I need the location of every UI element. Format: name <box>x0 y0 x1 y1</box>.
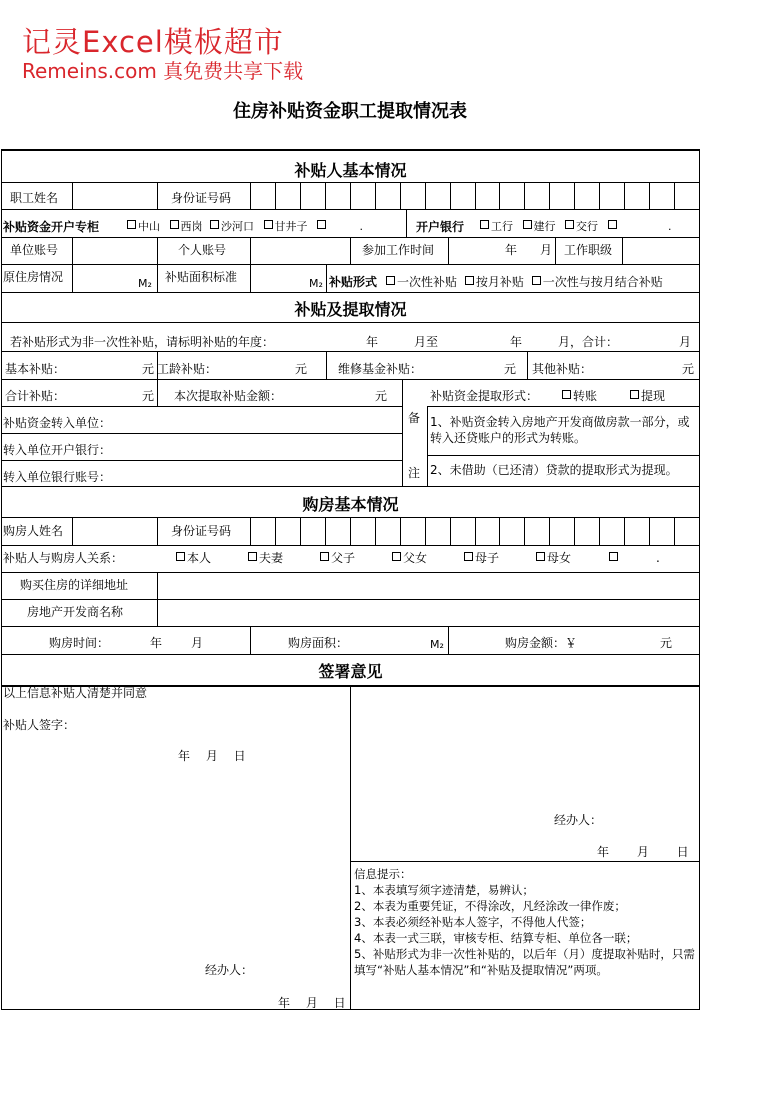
relation-other[interactable] <box>609 551 620 565</box>
watermark-subtitle: Remeins.com 真免费共享下载 <box>22 59 304 83</box>
seniority-subsidy-label: 工龄补贴： <box>157 362 218 376</box>
row-line <box>2 545 699 546</box>
total-subsidy-unit: 元 <box>142 389 155 403</box>
id-cell-divider <box>524 183 525 209</box>
row-line <box>2 406 402 407</box>
area-standard-label: 补贴面积标准 <box>165 270 238 284</box>
handler-label-right[interactable]: 经办人： <box>554 813 603 827</box>
id-cell-divider <box>300 518 301 545</box>
col-line <box>72 183 73 209</box>
id-cell-divider <box>300 183 301 209</box>
unit-account-label: 单位账号 <box>10 243 59 257</box>
tips-title: 信息提示： <box>354 867 412 881</box>
transfer-unit-label: 补贴资金转入单位： <box>3 416 112 430</box>
relation-spouse[interactable]: 夫妻 <box>248 551 283 565</box>
counter-options[interactable] <box>127 220 363 234</box>
row-line <box>2 292 699 293</box>
counter-shahekou[interactable]: 沙河口 <box>210 220 254 233</box>
row-line <box>2 433 402 434</box>
col-line <box>448 627 449 654</box>
id-cell-divider <box>350 183 351 209</box>
id-cell-divider <box>674 183 675 209</box>
purchase-amount-unit: 元 <box>660 636 673 650</box>
col-line <box>72 518 73 545</box>
col-line <box>326 352 327 379</box>
purchase-area-label: 购房面积： <box>288 636 349 650</box>
col-line <box>157 238 158 264</box>
col-line <box>555 238 556 264</box>
col-line <box>250 265 251 292</box>
subsidy-form-options[interactable] <box>386 275 663 289</box>
other-subsidy-label: 其他补贴： <box>532 362 593 376</box>
id-cell-divider <box>275 183 276 209</box>
id-cell-divider <box>375 183 376 209</box>
col-line <box>448 238 449 264</box>
form-combined[interactable]: 一次性与按月结合补贴 <box>532 275 663 289</box>
current-amount-unit: 元 <box>375 389 388 403</box>
bank-bocom[interactable]: 交行 <box>565 220 598 233</box>
id-cell-divider <box>350 518 351 545</box>
account-counter-label: 补贴资金开户专柜 <box>3 220 100 234</box>
page-title: 住房补贴资金职工提取情况表 <box>233 101 467 122</box>
id-cell-divider <box>275 518 276 545</box>
counter-zhongshan[interactable]: 中山 <box>127 220 160 233</box>
relation-label: 补贴人与购房人关系： <box>3 551 124 565</box>
id-cell-divider <box>524 518 525 545</box>
id-cell-divider <box>674 518 675 545</box>
id-cell-divider <box>425 183 426 209</box>
id-cell-divider <box>649 183 650 209</box>
id-cell-divider <box>475 518 476 545</box>
relation-self[interactable]: 本人 <box>176 551 211 565</box>
section-purchase-header: 购房基本情况 <box>302 495 399 514</box>
work-month: 月 <box>540 243 553 257</box>
col-line <box>622 238 623 264</box>
bank-ccb[interactable]: 建行 <box>523 220 556 233</box>
row-line <box>2 351 699 352</box>
id-cell-divider <box>425 518 426 545</box>
purchase-time-label: 购房时间： <box>49 636 110 650</box>
col-line <box>326 265 327 292</box>
relation-father-daughter[interactable]: 父女 <box>392 551 427 565</box>
period-month-to: 月至 <box>414 335 439 349</box>
col-line <box>250 518 251 545</box>
withdraw-method-label: 补贴资金提取形式： <box>430 389 539 403</box>
transfer-account-label: 转入单位银行账号： <box>3 470 112 484</box>
relation-mother-daughter[interactable]: 母女 <box>536 551 571 565</box>
form-monthly[interactable]: 按月补贴 <box>465 275 524 289</box>
buyer-id-label: 身份证号码 <box>171 524 232 538</box>
method-cash[interactable]: 提现 <box>630 389 665 403</box>
personal-account-label: 个人账号 <box>178 243 227 257</box>
id-cell-divider <box>599 183 600 209</box>
position-label: 工作职级 <box>564 243 613 257</box>
col-line <box>250 627 251 654</box>
row-line <box>2 379 699 380</box>
base-subsidy-label: 基本补贴： <box>5 362 66 376</box>
row-line <box>2 572 699 573</box>
bank-options[interactable] <box>480 220 672 234</box>
developer-label: 房地产开发商名称 <box>27 605 124 619</box>
row-line <box>350 861 699 862</box>
col-line <box>72 265 73 292</box>
id-cell-divider <box>400 518 401 545</box>
transfer-bank-label: 转入单位开户银行： <box>3 443 112 457</box>
id-cell-divider <box>375 518 376 545</box>
counter-other[interactable] <box>317 220 328 233</box>
relation-mother-son[interactable]: 母子 <box>464 551 499 565</box>
row-line <box>2 460 402 461</box>
row-line <box>2 264 699 265</box>
id-cell-divider <box>624 183 625 209</box>
row-line <box>427 406 699 407</box>
row-line <box>2 654 699 655</box>
id-cell-divider <box>549 518 550 545</box>
consent-text: 以上信息补贴人清楚并同意 <box>3 686 148 700</box>
col-line <box>157 265 158 292</box>
id-cell-divider <box>549 183 550 209</box>
row-line <box>2 599 699 600</box>
col-line <box>406 210 407 237</box>
base-subsidy-unit: 元 <box>142 362 155 376</box>
counter-xigang[interactable]: 西岗 <box>170 220 203 233</box>
bank-other[interactable] <box>608 220 619 233</box>
handler-date-right: 年 月 日 <box>597 845 689 859</box>
period-month-total: 月，合计： <box>558 335 619 349</box>
col-line <box>427 407 428 486</box>
purchase-month: 月 <box>191 636 204 650</box>
col-line <box>157 518 158 545</box>
id-cell-divider <box>649 518 650 545</box>
method-transfer[interactable]: 转账 <box>562 389 597 403</box>
col-line <box>350 238 351 264</box>
relation-dot: . <box>656 551 660 565</box>
tip-1: 1、本表填写须字迹清楚，易辨认； <box>354 883 534 897</box>
purchase-area-unit: M₂ <box>430 638 444 651</box>
id-cell-divider <box>325 183 326 209</box>
bank-icbc[interactable]: 工行 <box>480 220 513 233</box>
purchase-amount-label: 购房金额：￥ <box>505 636 578 650</box>
repair-fund-unit: 元 <box>504 362 517 376</box>
col-line <box>250 238 251 264</box>
row-line <box>427 455 699 456</box>
id-cell-divider <box>599 518 600 545</box>
col-line <box>250 183 251 209</box>
buyer-name-label: 购房人姓名 <box>3 524 64 538</box>
id-cell-divider <box>624 518 625 545</box>
row-line <box>2 322 699 323</box>
period-year-1: 年 <box>366 335 379 349</box>
row-line <box>2 486 699 487</box>
remark-note-1: 1、补贴资金转入房地产开发商做房款一部分，或转入还贷账户的形式为转账。 <box>430 415 690 445</box>
other-subsidy-unit: 元 <box>682 362 695 376</box>
bank-dot: . <box>668 220 672 233</box>
col-line <box>157 183 158 209</box>
tip-5: 5、补贴形式为非一次性补贴的，以后年（月）度提取补贴时，只需填写“补贴人基本情况”和“补贴及提取情况”两项。 <box>354 947 695 977</box>
info-tips <box>354 866 698 978</box>
col-line <box>350 686 351 1010</box>
col-line <box>402 380 403 486</box>
col-line <box>527 352 528 379</box>
period-month: 月 <box>679 335 692 349</box>
row-line <box>2 209 699 210</box>
id-cell-divider <box>574 183 575 209</box>
tip-4: 4、本表一式三联，审核专柜、结算专柜、单位各一联； <box>354 931 638 945</box>
section-withdraw-header: 补贴及提取情况 <box>294 300 407 319</box>
counter-ganjingzi[interactable]: 甘井子 <box>264 220 308 233</box>
watermark-title: 记灵Excel模板超市 <box>22 25 284 59</box>
original-housing-label: 原住房情况 <box>3 270 64 284</box>
row-line <box>2 626 699 627</box>
counter-dot: . <box>359 220 363 233</box>
id-label: 身份证号码 <box>171 191 232 205</box>
area-standard-unit: M₂ <box>309 277 323 290</box>
id-cell-divider <box>574 518 575 545</box>
work-time-label: 参加工作时间 <box>362 243 435 257</box>
address-label: 购买住房的详细地址 <box>20 578 129 592</box>
handler-label-left[interactable]: 经办人： <box>205 963 254 977</box>
remark-note-2: 2、未借助（已还清）贷款的提取形式为提现。 <box>430 463 678 477</box>
remark-char-1: 备 <box>408 411 421 425</box>
sign-date-left: 年 月 日 <box>178 749 246 763</box>
period-label: 若补贴形式为非一次性补贴，请标明补贴的年度： <box>10 335 275 349</box>
id-cell-divider <box>400 183 401 209</box>
tip-2: 2、本表为重要凭证，不得涂改，凡经涂改一律作废； <box>354 899 626 913</box>
section-sign-header: 签署意见 <box>318 662 383 681</box>
col-line <box>72 238 73 264</box>
handler-date-left: 年 月 日 <box>278 996 346 1010</box>
purchase-year: 年 <box>150 636 163 650</box>
bank-label: 开户银行 <box>416 220 465 234</box>
id-cell-divider <box>499 518 500 545</box>
id-cell-divider <box>475 183 476 209</box>
repair-fund-label: 维修基金补贴： <box>338 362 423 376</box>
form-lump-sum[interactable]: 一次性补贴 <box>386 275 457 289</box>
form-table <box>1 149 700 1010</box>
id-cell-divider <box>499 183 500 209</box>
id-cell-divider <box>450 518 451 545</box>
signature-label[interactable]: 补贴人签字： <box>3 718 76 732</box>
id-cell-divider <box>450 183 451 209</box>
relation-father-son[interactable]: 父子 <box>320 551 355 565</box>
name-label: 职工姓名 <box>10 191 59 205</box>
total-subsidy-label: 合计补贴： <box>5 389 66 403</box>
work-year: 年 <box>505 243 518 257</box>
col-line <box>157 380 158 407</box>
section-basic-header: 补贴人基本情况 <box>294 161 407 180</box>
seniority-subsidy-unit: 元 <box>295 362 308 376</box>
housing-unit: M₂ <box>138 277 152 290</box>
subsidy-form-label: 补贴形式 <box>329 275 378 289</box>
tip-3: 3、本表必须经补贴本人签字，不得他人代签； <box>354 915 592 929</box>
period-year-2: 年 <box>510 335 523 349</box>
remark-char-2: 注 <box>408 466 421 480</box>
current-amount-label: 本次提取补贴金额： <box>174 389 283 403</box>
id-cell-divider <box>325 518 326 545</box>
